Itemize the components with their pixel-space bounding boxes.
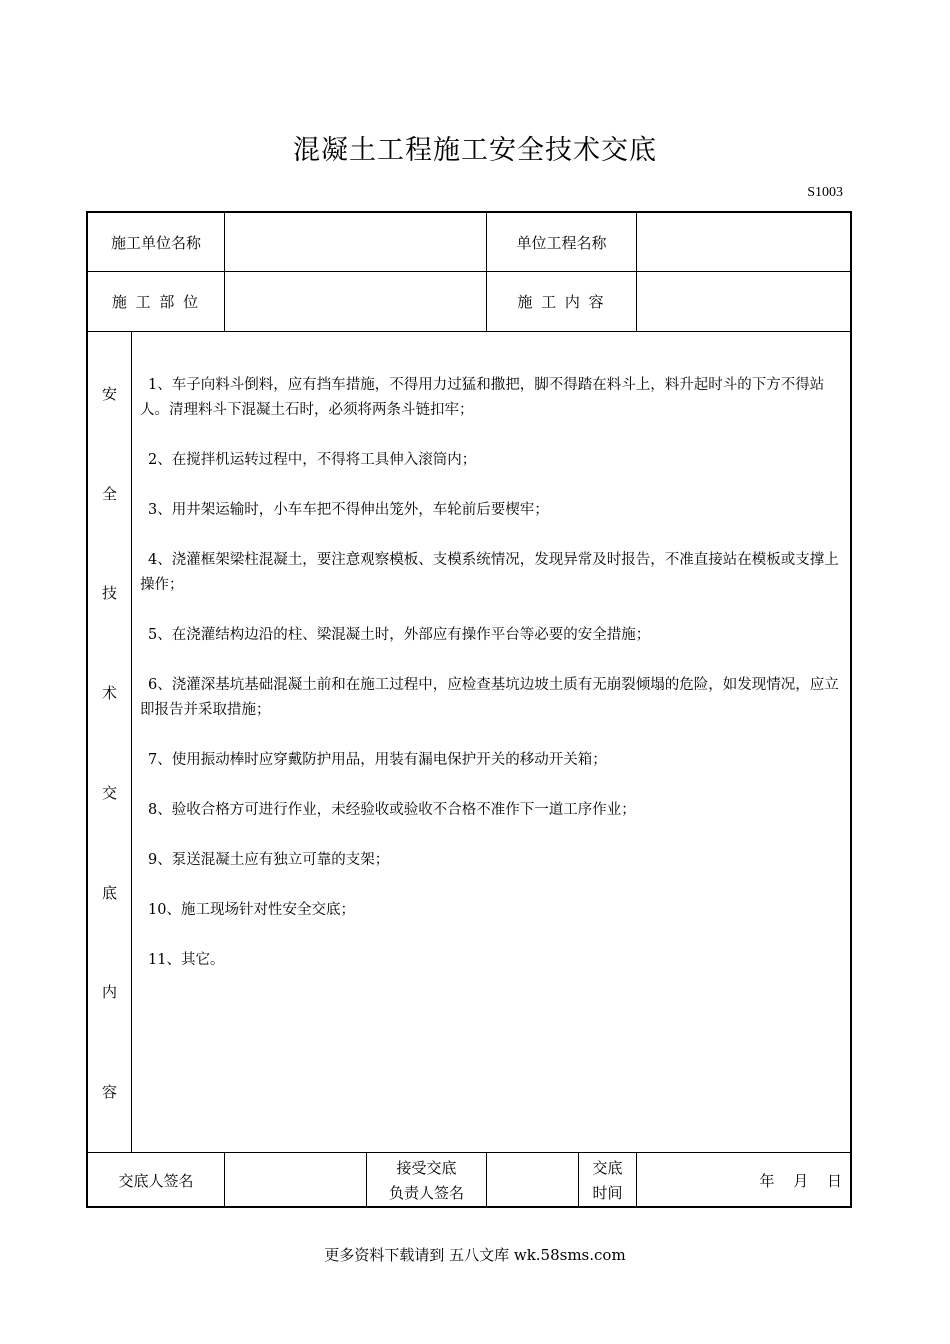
side-label-char: 技 — [101, 584, 117, 603]
project-name-label: 单位工程名称 — [516, 233, 607, 252]
briefing-item: 4、浇灌框架梁柱混凝土，要注意观察模板、支模系统情况，发现异常及时报告，不准直接站在模板或支撑上操作； — [140, 552, 839, 593]
receiver-label-line: 负责人签名 — [388, 1183, 464, 1202]
construction-part-label: 施 工 部 位 — [111, 293, 201, 311]
time-label-line: 时间 — [592, 1183, 623, 1202]
briefer-signature-field[interactable] — [225, 1153, 366, 1208]
safety-briefing-form — [86, 211, 852, 1208]
briefing-content — [140, 373, 844, 998]
briefer-signature-label: 交底人签名 — [118, 1172, 194, 1190]
receiver-signature-label — [367, 1153, 486, 1208]
briefing-item: 7、使用振动棒时应穿戴防护用品，用装有漏电保护开关的移动开关箱； — [148, 752, 607, 768]
side-label-char: 术 — [101, 684, 117, 703]
construction-content-field[interactable] — [637, 272, 850, 331]
row-divider — [88, 331, 850, 332]
footer-download-note: 更多资料下载请到 五八文库 wk.58sms.com — [324, 1246, 626, 1264]
briefing-item: 1、车子向料斗倒料，应有挡车措施，不得用力过猛和撒把，脚不得踏在料斗上，料升起时斗的下方不得站人。清理料斗下混凝土石时，必须将两条斗链扣牢； — [140, 377, 825, 418]
construction-content-label: 施 工 内 容 — [517, 293, 606, 311]
col-divider — [131, 332, 132, 1152]
unit-name-field[interactable] — [225, 213, 486, 271]
side-label-char: 底 — [101, 883, 117, 902]
form-code: S1003 — [807, 185, 843, 200]
briefing-item: 6、浇灌深基坑基础混凝土前和在施工过程中，应检查基坑边坡土质有无崩裂倾塌的危险，如发现情况，应立即报告并采取措施； — [140, 677, 839, 718]
briefing-time-label — [579, 1153, 636, 1208]
time-label-line: 交底 — [592, 1158, 623, 1177]
briefing-item: 3、用井架运输时，小车车把不得伸出笼外，车轮前后要楔牢； — [148, 502, 549, 518]
side-label-safety-briefing-content — [88, 333, 131, 1152]
side-label-char: 内 — [101, 983, 117, 1002]
side-label-char: 交 — [101, 783, 117, 802]
document-title: 混凝土工程施工安全技术交底 — [293, 135, 657, 166]
briefing-item: 2、在搅拌机运转过程中，不得将工具伸入滚筒内； — [148, 452, 477, 468]
briefing-date-field[interactable]: 年 月 日 — [759, 1172, 842, 1190]
construction-part-field[interactable] — [225, 272, 486, 331]
side-label-char: 全 — [101, 484, 117, 503]
briefing-item: 9、泵送混凝土应有独立可靠的支架； — [148, 852, 390, 868]
side-label-char: 安 — [101, 385, 117, 403]
briefing-item: 11、其它。 — [148, 952, 225, 968]
unit-name-label: 施工单位名称 — [110, 233, 201, 252]
receiver-signature-field[interactable] — [487, 1153, 578, 1208]
briefing-item: 10、施工现场针对性安全交底； — [148, 902, 355, 918]
briefing-item: 5、在浇灌结构边沿的柱、梁混凝土时，外部应有操作平台等必要的安全措施； — [148, 627, 651, 643]
receiver-label-line: 接受交底 — [396, 1158, 457, 1177]
briefing-item: 8、验收合格方可进行作业，未经验收或验收不合格不准作下一道工序作业； — [148, 802, 636, 818]
side-label-char: 容 — [101, 1082, 117, 1101]
project-name-field[interactable] — [637, 213, 850, 271]
